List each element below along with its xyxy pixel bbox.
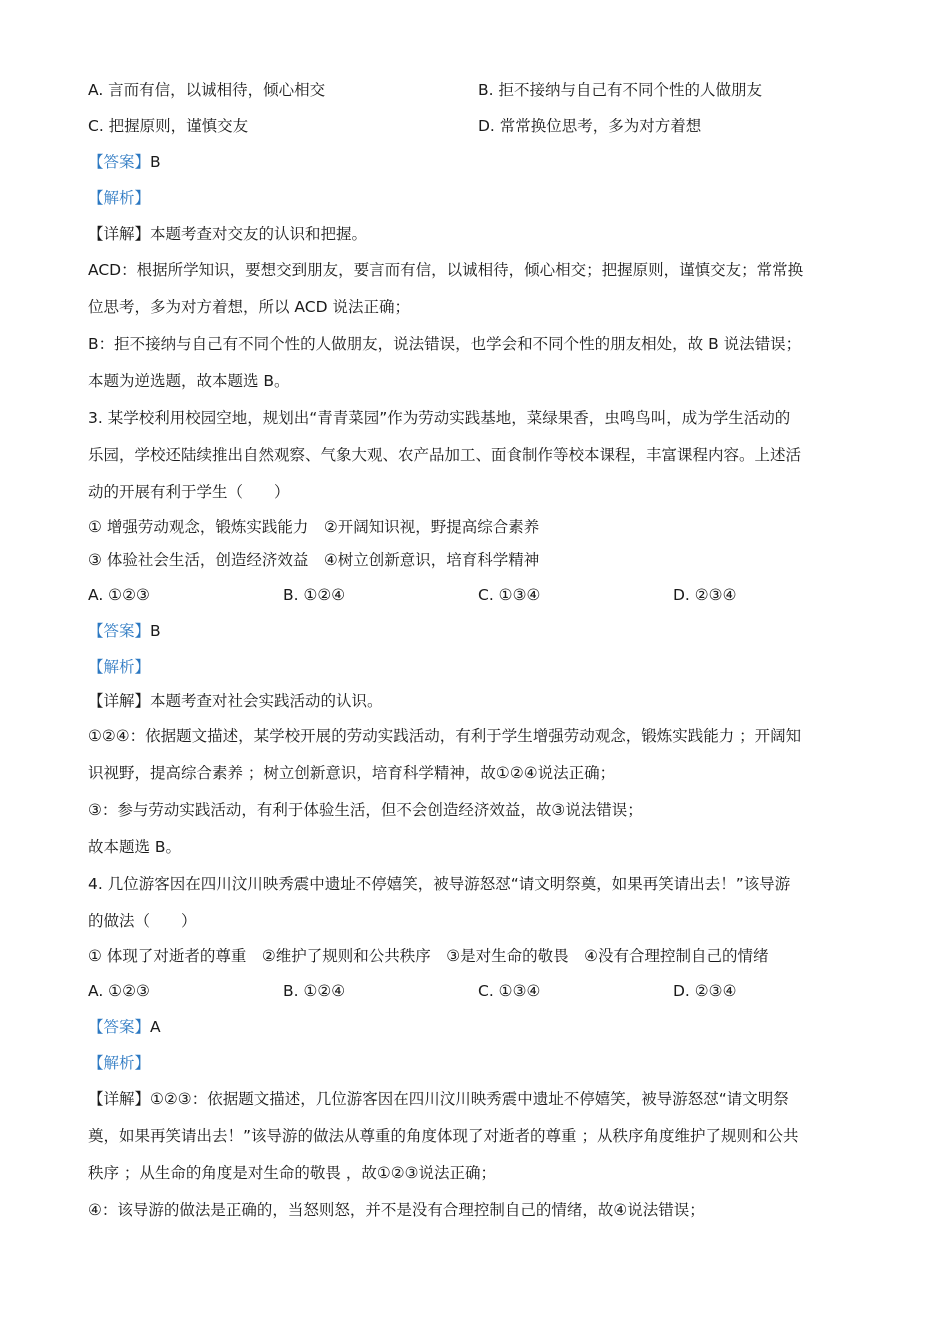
q3-option-c: C. ①③④ [478, 586, 541, 604]
q3-detail-line: 故本题选 B。 [88, 838, 182, 856]
analysis-tag: 【解析】 [88, 658, 151, 676]
detail-tag: 【详解】 [88, 225, 151, 243]
q3-detail-line: ①②④：依据题文描述，某学校开展的劳动实践活动，有利于学生增强劳动观念，锻炼实践能力 ；开阔知 [88, 727, 802, 745]
detail-text: 本题考查对社会实践活动的认识。 [150, 692, 383, 710]
answer-value: A [150, 1018, 161, 1036]
q2-option-b: B. 拒不接纳与自己有不同个性的人做朋友 [478, 81, 762, 99]
q4-option-a: A. ①②③ [88, 982, 150, 1000]
q2-answer [88, 144, 868, 180]
analysis-tag: 【解析】 [88, 1054, 151, 1072]
q3-options-row [88, 577, 868, 613]
q3-option-b: B. ①②④ [283, 586, 346, 604]
q2-option-a: A. 言而有信，以诚相待，倾心相交 [88, 81, 326, 99]
detail-tag: 【详解】 [88, 1090, 151, 1108]
q4-detail-line: 奠，如果再笑请出去！”该导游的做法从尊重的角度体现了对逝者的尊重 ；从秩序角度维护了规则和公共 [88, 1127, 799, 1145]
q3-answer [88, 613, 868, 649]
q2-detail-line: 本题为逆选题，故本题选 B。 [88, 372, 290, 390]
q3-analysis [88, 649, 868, 685]
answer-value: B [150, 153, 161, 171]
q2-detail-line: 位思考，多为对方着想，所以 ACD 说法正确； [88, 298, 410, 316]
q4-detail [88, 1081, 868, 1118]
q3-stem-line: 动的开展有利于学生（ ） [88, 483, 290, 501]
q4-option-d: D. ②③④ [673, 982, 737, 1000]
q4-option-b: B. ①②④ [283, 982, 346, 1000]
answer-value: B [150, 622, 161, 640]
q3-stem-line: 乐园，学校还陆续推出自然观察、气象大观、农产品加工、面食制作等校本课程，丰富课程内容。上述活 [88, 446, 802, 464]
q3-statement: ③ 体验社会生活，创造经济效益 ④树立创新意识，培育科学精神 [88, 551, 540, 569]
analysis-tag: 【解析】 [88, 189, 151, 207]
q4-options-row [88, 973, 868, 1009]
q2-detail-line: B：拒不接纳与自己有不同个性的人做朋友，说法错误，也学会和不同个性的朋友相处，故 B 说法错误； [88, 335, 802, 353]
detail-text: 本题考查对交友的认识和把握。 [150, 225, 368, 243]
q3-option-a: A. ①②③ [88, 586, 150, 604]
q4-statement: ① 体现了对逝者的尊重 ②维护了规则和公共秩序 ③是对生命的敬畏 ④没有合理控制自己的情绪 [88, 947, 769, 965]
q3-detail [88, 685, 868, 718]
q2-detail [88, 216, 868, 252]
q3-detail-line: 识视野，提高综合素养 ；树立创新意识，培育科学精神，故①②④说法正确； [88, 764, 616, 782]
q2-option-c: C. 把握原则，谨慎交友 [88, 117, 249, 135]
q4-detail-line: ④：该导游的做法是正确的，当怒则怒，并不是没有合理控制自己的情绪，故④说法错误； [88, 1201, 705, 1219]
q2-analysis [88, 180, 868, 216]
q2-option-d: D. 常常换位思考，多为对方着想 [478, 117, 702, 135]
detail-text: ①②③：依据题文描述，几位游客因在四川汶川映秀震中遗址不停嬉笑，被导游怒怼“请文明祭 [150, 1090, 789, 1108]
q4-stem-line: 的做法（ ） [88, 912, 197, 930]
q4-answer [88, 1009, 868, 1045]
document-page [88, 72, 868, 1229]
q4-detail-line: 秩序 ；从生命的角度是对生命的敬畏 ，故①②③说法正确； [88, 1164, 497, 1182]
q4-analysis [88, 1045, 868, 1081]
q2-detail-line: ACD：根据所学知识，要想交到朋友，要言而有信，以诚相待，倾心相交；把握原则，谨慎交友；常常换 [88, 261, 804, 279]
answer-tag: 【答案】 [88, 1018, 151, 1036]
q2-options-row-2 [88, 108, 868, 144]
q2-options-row-1 [88, 72, 868, 108]
q3-stem-line: 3. 某学校利用校园空地，规划出“青青菜园”作为劳动实践基地，菜绿果香，虫鸣鸟叫，成为学生活动的 [88, 409, 791, 427]
answer-tag: 【答案】 [88, 622, 151, 640]
detail-tag: 【详解】 [88, 692, 151, 710]
answer-tag: 【答案】 [88, 153, 151, 171]
q4-option-c: C. ①③④ [478, 982, 541, 1000]
q4-stem-line: 4. 几位游客因在四川汶川映秀震中遗址不停嬉笑，被导游怒怼“请文明祭奠，如果再笑请出去！”该导游 [88, 875, 791, 893]
q3-option-d: D. ②③④ [673, 586, 737, 604]
q3-statement: ① 增强劳动观念，锻炼实践能力 ②开阔知识视，野提高综合素养 [88, 518, 540, 536]
q3-detail-line: ③：参与劳动实践活动，有利于体验生活，但不会创造经济效益，故③说法错误； [88, 801, 643, 819]
